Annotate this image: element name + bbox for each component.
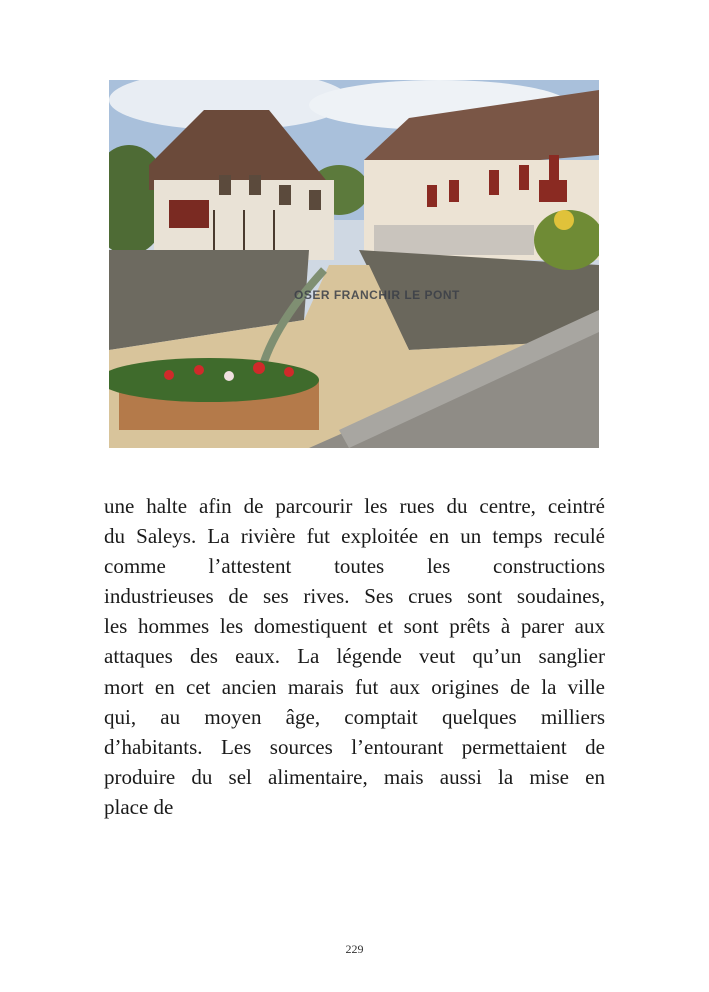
body-line: les hommes les domestiquent et sont prêts à parer aux [104, 614, 605, 639]
town-photo [109, 80, 599, 448]
body-line: une halte afin de parcourir les rues du centre, ceintré [104, 494, 605, 518]
town-photo-illustration [109, 80, 599, 448]
body-line: industrieuses de ses rives. Ses crues sont soudaines, [104, 584, 605, 609]
body-line: du Saleys. La rivière fut exploitée en un temps reculé [104, 524, 605, 549]
body-text [104, 491, 605, 822]
body-line: d’habitants. Les sources l’entourant permettaient de [104, 734, 605, 759]
body-line: comme l’attestent toutes les constructions [104, 554, 605, 579]
body-line: qui, au moyen âge, comptait quelques milliers [104, 704, 605, 729]
body-line: mort en cet ancien marais fut aux origines de la ville [104, 674, 605, 699]
photo-watermark: OSER FRANCHIR LE PONT [294, 288, 460, 302]
body-line: attaques des eaux. La légende veut qu’un sanglier [104, 644, 605, 669]
body-line-last: place de [104, 794, 174, 819]
page-number: 229 [345, 942, 364, 956]
body-line: produire du sel alimentaire, mais aussi la mise en [104, 764, 605, 789]
